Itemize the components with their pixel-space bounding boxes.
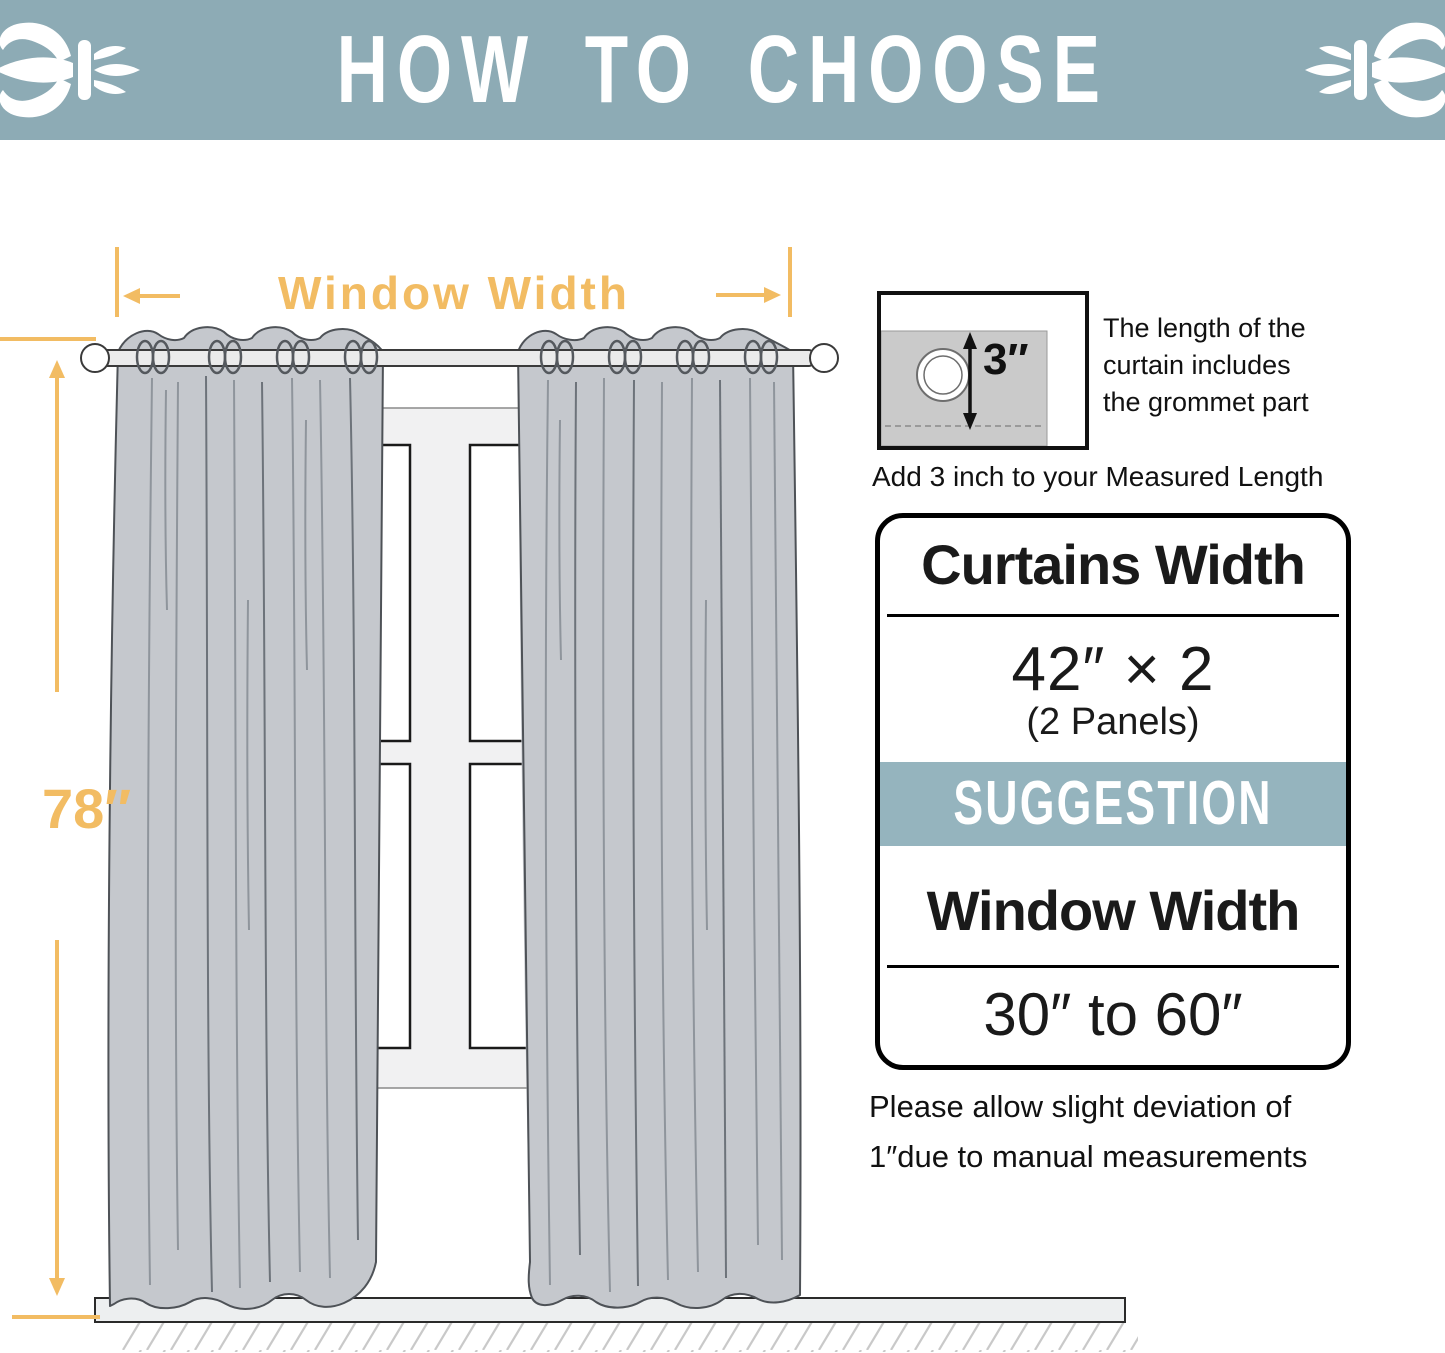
grommet-height-value: 3″ — [983, 335, 1029, 384]
divider — [887, 965, 1339, 968]
suggestion-band — [880, 762, 1346, 846]
curtains-width-value: 42″ × 2 — [1011, 635, 1215, 704]
footnote-line: 1″due to manual measurements — [869, 1139, 1308, 1174]
window-width-title: Window Width — [926, 879, 1300, 942]
grommet-note: Add 3 inch to your Measured Length — [872, 461, 1324, 492]
rod-finial-right — [810, 344, 838, 372]
suggestion-label: SUGGESTION — [953, 769, 1273, 838]
curtains-width-title: Curtains Width — [921, 533, 1305, 596]
footnote-line: Please allow slight deviation of — [869, 1089, 1292, 1124]
curtain-panel-left — [108, 327, 383, 1309]
window-width-range: 30″ to 60″ — [983, 981, 1243, 1048]
grommet-caption — [1103, 310, 1309, 421]
window-width-label: Window Width — [278, 267, 630, 319]
panels-note: (2 Panels) — [1026, 701, 1200, 743]
grommet-caption-line: the grommet part — [1103, 387, 1309, 417]
grommet-detail-box — [877, 291, 1089, 450]
rod-finial-left — [81, 344, 109, 372]
curtain-panel-right — [518, 327, 801, 1308]
grommet-caption-line: The length of the — [1103, 313, 1306, 343]
footnote — [869, 1082, 1307, 1182]
grommet-caption-line: curtain includes — [1103, 350, 1291, 380]
curtain-height-label: 78″ — [42, 777, 132, 840]
divider — [887, 614, 1339, 617]
size-suggestion-box — [875, 513, 1351, 1070]
page-title: HOW TO CHOOSE — [336, 16, 1109, 123]
